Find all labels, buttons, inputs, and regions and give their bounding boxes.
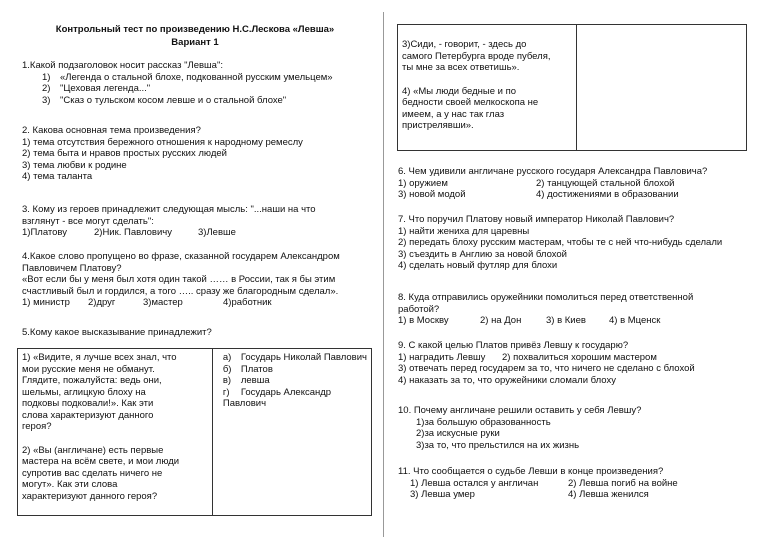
quote-3: 3)Сиди, - говорит, - здесь до самого Петербурга вроде пубеля, ты мне за всех ответишь».	[402, 39, 551, 73]
question-3: 3. Кому из героев принадлежит следующая мысль: "...наши на что взглянут - все могут сделать": 1)Платову 2)Ник. Павловичу 3)Левше	[22, 204, 316, 238]
test-title: Контрольный тест по произведению Н.С.Лескова «Левша»	[55, 24, 335, 35]
question-8: 8. Куда отправились оружейники помолиться перед ответственной работой? 1) в Москву 2) на Дон 3) в Киев 4) в Мценск	[398, 292, 694, 326]
empty-answer-cell	[577, 25, 747, 151]
question-1: 1.Какой подзаголовок носит рассказ "Левша": 1) «Легенда о стальной блохе, подкованной русским умельцем» 2) "Цеховая легенда..." 3) "Сказ о тульском косом левше и о стальной блохе"	[22, 60, 333, 106]
question-7: 7. Что поручил Платову новый император Николай Павлович? 1) найти жениха для царевны 2) передать блоху русским мастерам, чтобы те с ней что-нибудь сделали 3) съездить в Англию за новой блохой 4) сделать новый футляр для блохи	[398, 214, 723, 271]
question-2: 2. Какова основная тема произведения? 1) тема отсутствия бережного отношения к народному ремеслу 2) тема быта и нравов простых русских людей 3) тема любви к родине 4) тема таланта	[22, 125, 303, 182]
quote-1: 1) «Видите, я лучше всех знал, что мои русские меня не обманут. Глядите, пожалуйста: ведь они, шельмы, аглицкую блоху на подковы подковали!». Как эти слова характеризуют данного героя?	[22, 352, 177, 432]
matching-table-right	[397, 24, 747, 151]
question-9: 9. С какой целью Платов привёз Левшу к государю? 1) наградить Левшу 2) похвалиться хорошим мастером 3) отвечать перед государем за то, что ничего не сделано с блохой 4) наказать за то, что оружейники сломали блоху	[398, 340, 695, 386]
answers-cell: а) Государь Николай Павлович б) Платов в) левша г) Государь Александр Павлович	[212, 349, 371, 516]
quote-cell-right	[398, 25, 577, 151]
question-10: 10. Почему англичане решили оставить у себя Левшу? 1)за большую образованность 2)за искусные руки 3)за то, что прельстился на их жизнь	[398, 405, 642, 451]
variant-label: Вариант 1	[171, 37, 219, 48]
question-11: 11. Что сообщается о судьбе Левши в конце произведения? 1) Левша остался у англичан 2) Левша погиб на войне 3) Левша умер 4) Левша женился	[398, 466, 678, 500]
question-4: 4.Какое слово пропущено во фразе, сказанной государем Александром Павловичем Платову? «Вот если бы у меня был хотя один такой …… в России, так я бы этим счастливый был и гордился, а того ….. сразу же благородным сделал». 1) министр 2)друг 3)мастер 4)работник	[22, 251, 340, 308]
quote-4: 4) «Мы люди бедные и по бедности своей мелкоскопа не имеем, а у нас так глаз пристрелявши».	[402, 85, 539, 131]
question-6: 6. Чем удивили англичане русского государя Александра Павловича? 1) оружием 2) танцующей стальной блохой 3) новой модой 4) достижениями в образовании	[398, 166, 708, 200]
question-5: 5.Кому какое высказывание принадлежит?	[22, 327, 212, 338]
matching-table-left	[17, 348, 372, 516]
quote-2: 2) «Вы (англичане) есть первые мастера на всём свете, и мои люди супротив вас сделать ничего не могут». Как эти слова характеризуют данного героя?	[22, 444, 180, 502]
column-divider	[383, 12, 384, 537]
quote-cell-left	[18, 349, 213, 516]
